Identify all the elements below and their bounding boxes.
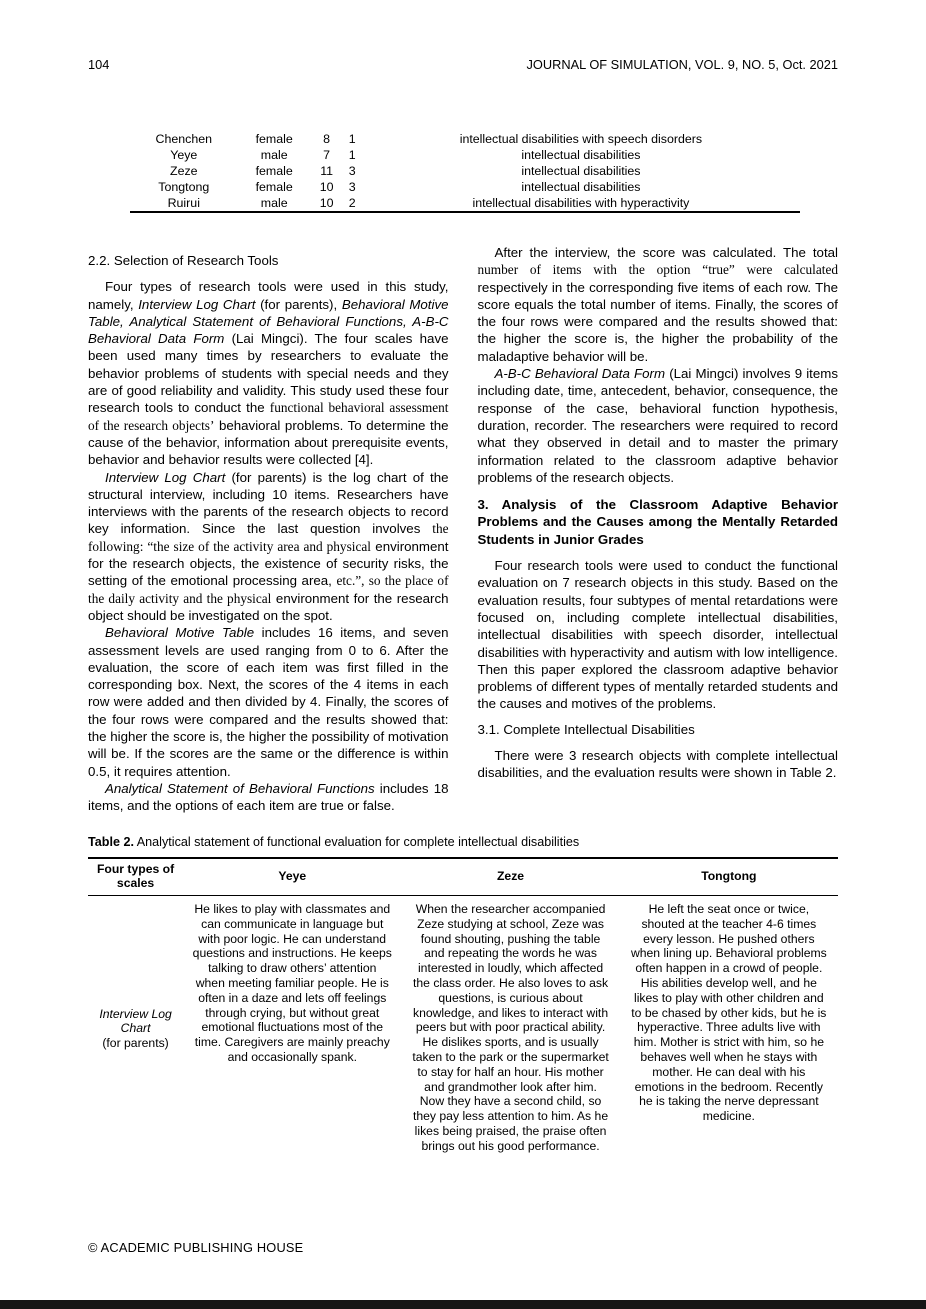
paragraph: Four types of research tools were used in this study, namely, Interview Log Chart (for parents), Behavioral Motive Table, Analytical Statement of Behavioral Functions, A-B-C Behavioral Data Form (Lai Mingci). The four scales have been used many times by researchers to evaluate the behavior problems of students with special needs and they are of good reliability and validity. This study used these four research tools to conduct the functional behavioral assessment of the research objects’ behavioral problems. To determine the cause of the behavior, information about prerequisite events, behavior and behavior results were collected [4]. xyxy=(88,279,449,468)
cell-name: Tongtong xyxy=(158,180,210,194)
table2-caption xyxy=(88,835,838,850)
cell-age: 8 xyxy=(323,132,331,146)
cell-diagnosis: intellectual disabilities with speech disorders xyxy=(459,132,703,146)
paragraph: Interview Log Chart (for parents) is the log chart of the structural interview, including 10 items. Researchers have interviews with the parents of the research objects to record key information. Since the last question involves the following: “the size of the activity area and physical environment for the research objects, the existence of security risks, the setting of the emotional processing area, etc.”, so the place of the daily activity and the physical environment for the research object should be investigated on the spot. xyxy=(88,469,449,623)
participants-table xyxy=(130,131,800,213)
section-heading-3-1: 3.1. Complete Intellectual Disabilities xyxy=(477,721,695,737)
table-row xyxy=(130,179,800,195)
column-header-scales: Four types of scales xyxy=(88,858,183,896)
journal-title: JOURNAL OF SIMULATION, VOL. 9, NO. 5, Oct. 2021 xyxy=(526,57,838,72)
section-heading-2-2: 2.2. Selection of Research Tools xyxy=(88,253,279,268)
cell-name: Ruirui xyxy=(167,196,200,210)
section-heading-3: 3. Analysis of the Classroom Adaptive Behavior Problems and the Causes among the Mentally Retarded Students in Junior Grades xyxy=(477,497,838,547)
column-header-zeze: Zeze xyxy=(401,858,619,896)
table2-caption-text: Analytical statement of functional evaluation for complete intellectual disabilities xyxy=(133,834,580,849)
column-header-yeye: Yeye xyxy=(183,858,401,896)
right-column xyxy=(478,244,839,815)
cell-diagnosis: intellectual disabilities xyxy=(521,148,641,162)
cell-grade: 3 xyxy=(348,164,356,178)
paragraph: After the interview, the score was calculated. The total number of items with the option “true” were calculated respectively in the corresponding five items of each row. The score equals the total number of items. Finally, the scores of the four rows were compared and the results showed that: the higher the score is, the higher the probability of the maladaptive behavior will be. xyxy=(477,245,838,364)
left-column xyxy=(88,244,449,815)
paragraph: Four research tools were used to conduct the functional evaluation on 7 research objects in this study. Based on the evaluation results, four subtypes of mental retardations were focused on, including complete intellectual disabilities, intellectual disabilities with speech disorder, intellectual disabilities with hyperactivity and autism with low intelligence. Then this paper explored the classroom adaptive behavior problems of different types of mentally retarded students and the causes and motives of the problems. xyxy=(477,558,838,712)
paragraph: Analytical Statement of Behavioral Functions includes 18 items, and the options of each item are true or false. xyxy=(88,780,449,814)
cell-gender: female xyxy=(255,132,293,146)
evaluation-table-row xyxy=(88,896,838,1162)
cell-gender: male xyxy=(260,148,288,162)
column-header-tongtong: Tongtong xyxy=(620,858,838,896)
evaluation-table xyxy=(88,857,838,1162)
cell-grade: 1 xyxy=(348,132,356,146)
cell-age: 10 xyxy=(319,196,334,210)
cell-name: Zeze xyxy=(170,164,198,178)
table2-caption-label: Table 2. xyxy=(88,834,134,849)
evaluation-table-header-row xyxy=(88,858,838,896)
publisher-footer: © ACADEMIC PUBLISHING HOUSE xyxy=(88,1240,304,1255)
cell-age: 10 xyxy=(319,180,334,194)
scale-note: (for parents) xyxy=(102,1036,169,1051)
page-header xyxy=(88,57,838,73)
cell-grade: 1 xyxy=(348,148,356,162)
cell-diagnosis: intellectual disabilities xyxy=(521,164,641,178)
table-row xyxy=(130,131,800,147)
scale-label-cell xyxy=(88,896,183,1162)
paragraph: A-B-C Behavioral Data Form (Lai Mingci) involves 9 items including date, time, antecedent, behavior, consequence, the response of the case, behavioral function hypothesis, duration, recorder. The researchers were required to record what they observed in detail and to master the primary information related to the classroom adaptive behavior problems of the research objects. xyxy=(477,366,838,485)
cell-grade: 3 xyxy=(348,180,356,194)
cell-gender: male xyxy=(260,196,288,210)
cell-yeye: He likes to play with classmates and can communicate in language but with poor logic. He can understand questions and instructions. He keeps talking to draw others’ attention when meeting familiar people. He is often in a daze and lets off feelings through crying, but without great emotional fluctuations most of the time. Caregivers are mainly preachy and occasionally spank. xyxy=(192,902,392,1065)
paragraph: There were 3 research objects with complete intellectual disabilities, and the evaluation results were shown in Table 2. xyxy=(477,748,838,781)
cell-age: 11 xyxy=(320,164,334,178)
cell-diagnosis: intellectual disabilities xyxy=(521,180,641,194)
cell-grade: 2 xyxy=(348,196,356,210)
cell-diagnosis: intellectual disabilities with hyperactivity xyxy=(472,196,690,210)
scan-edge-artifact xyxy=(0,1300,926,1309)
cell-zeze: When the researcher accompanied Zeze studying at school, Zeze was found shouting, pushing the table and repeating the words he was interested in loudly, which affected the class order. He also loves to ask questions, is curious about knowledge, and likes to interact with peers but with poor practical ability. He dislikes sports, and is usually taken to the park or the supermarket to stay for half an hour. His mother and grandmother look after him. Now they have a second child, so they pay less attention to him. As he likes being praised, the praise often brings out his good performance. xyxy=(412,902,609,1153)
table-row xyxy=(130,163,800,179)
cell-age: 7 xyxy=(323,148,331,162)
scale-name: Interview Log Chart xyxy=(99,1006,172,1036)
cell-gender: female xyxy=(255,180,293,194)
cell-gender: female xyxy=(255,164,293,178)
paragraph: Behavioral Motive Table includes 16 items, and seven assessment levels are used ranging from 0 to 6. After the evaluation, the score of each item was first filled in the corresponding box. Next, the scores of the 4 items in each row were added and then divided by 4. Finally, the scores of the four rows were compared and the results showed that: the higher the score is, the higher the possibility of motivation will be. If the scores are the same or the difference is within 0.5, it requires attention. xyxy=(88,625,449,779)
page-number: 104 xyxy=(88,57,110,72)
body-columns xyxy=(88,244,838,815)
cell-tongtong: He left the seat once or twice, shouted at the teacher 4-6 times every lesson. He pushed others when lining up. Behavioral problems often happen in a crowd of people. His abilities develop well, and he likes to play with other children and to be chased by other kids, but he is hyperactive. Three adults live with him. Mother is strict with him, so he behaves well when he stays with mother. He can deal with his emotions in the bedroom. Recently he is taking the nerve depressant medicine. xyxy=(630,902,827,1124)
table-row xyxy=(130,147,800,163)
table-row xyxy=(130,195,800,212)
cell-name: Yeye xyxy=(170,148,198,162)
cell-name: Chenchen xyxy=(155,132,213,146)
